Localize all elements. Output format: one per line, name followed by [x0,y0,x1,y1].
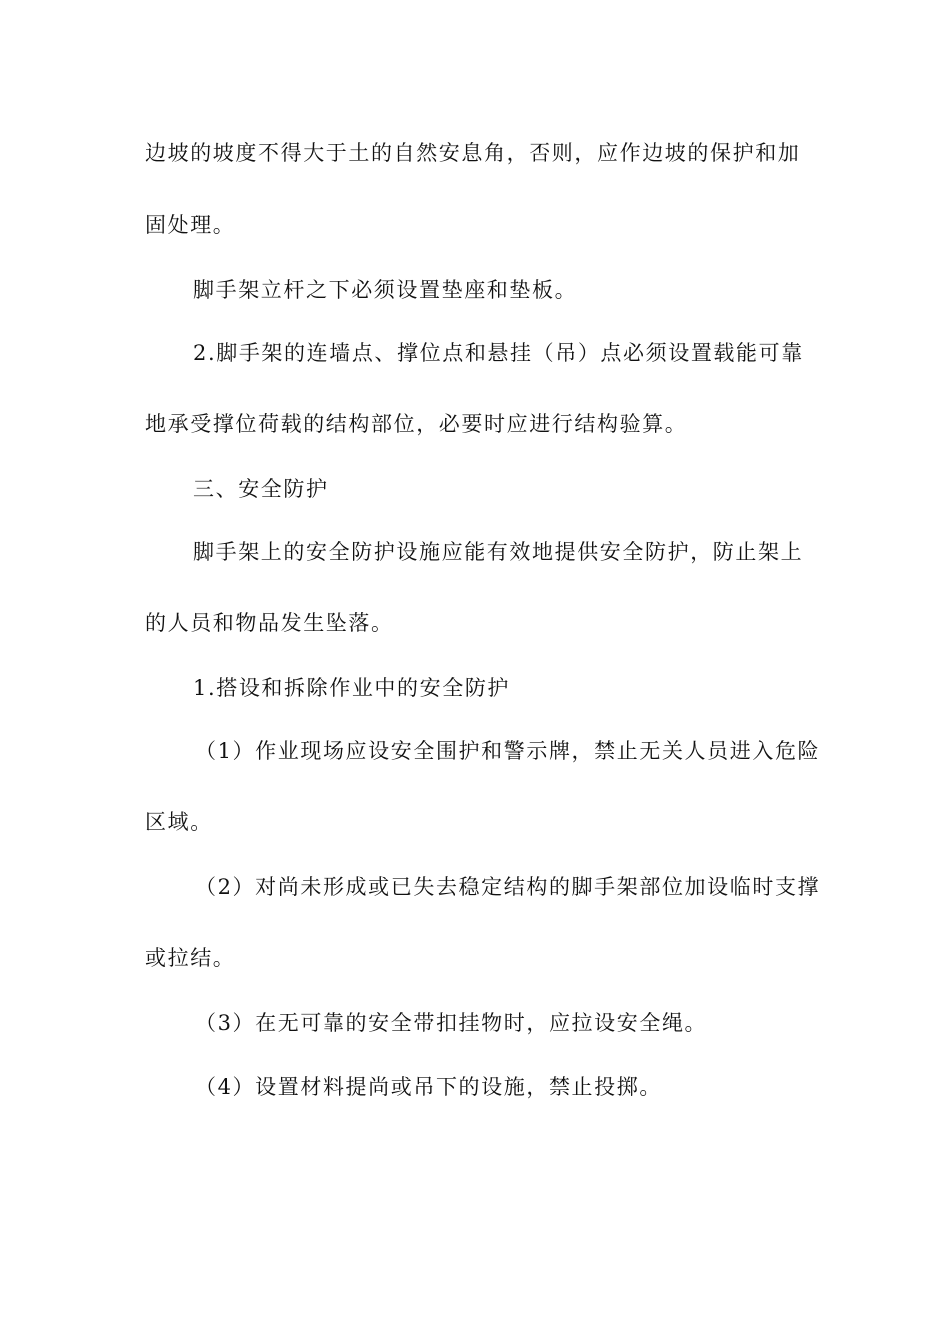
paragraph-line-5: 地承受撑位荷载的结构部位，必要时应进行结构验算。 [145,412,688,436]
section-heading: 三、安全防护 [193,477,329,501]
subsection-heading: 1.搭设和拆除作业中的安全防护 [193,676,511,700]
list-item-2-line-2: 或拉结。 [145,946,236,970]
list-item-2-line-1: （2）对尚未形成或已失去稳定结构的脚手架部位加设临时支撑 [195,875,821,899]
list-item-3: （3）在无可靠的安全带扣挂物时，应拉设安全绳。 [195,1011,708,1035]
paragraph-line-7: 脚手架上的安全防护设施应能有效地提供安全防护，防止架上 [193,540,804,564]
list-item-4: （4）设置材料提尚或吊下的设施，禁止投掷。 [195,1075,662,1099]
list-item-1-line-2: 区域。 [145,810,213,834]
paragraph-line-1: 边坡的坡度不得大于土的自然安息角，否则，应作边坡的保护和加 [145,141,801,165]
paragraph-line-3: 脚手架立杆之下必须设置垫座和垫板。 [193,278,578,302]
paragraph-line-2: 固处理。 [145,213,236,237]
paragraph-line-4: 2.脚手架的连墙点、撑位点和悬挂（吊）点必须设置载能可靠 [193,341,804,365]
list-item-1-line-1: （1）作业现场应设安全围护和警示牌，禁止无关人员进入危险 [195,739,821,763]
paragraph-line-8: 的人员和物品发生坠落。 [145,611,394,635]
